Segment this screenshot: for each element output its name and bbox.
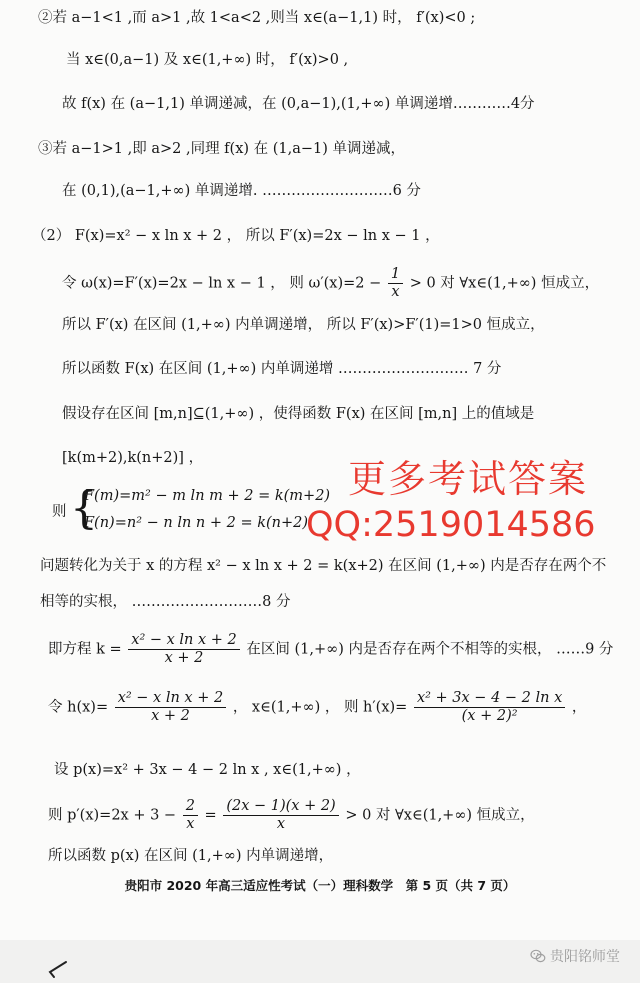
account-tag: [530, 946, 620, 966]
h-line: [48, 690, 586, 725]
wechat-icon: [530, 948, 546, 964]
numerator: 1: [388, 266, 403, 284]
fraction: [115, 690, 227, 725]
denominator: x + 2: [151, 708, 190, 724]
fraction: [388, 266, 403, 301]
text-line: 假设存在区间 [m,n]⊆(1,+∞) ，使得函数 F(x) 在区间 [m,n] 上的值域是: [62, 406, 535, 422]
text-line: 在 (0,1),(a−1,+∞) 单调递增. ………………………6 分: [62, 183, 421, 199]
brace: {: [70, 483, 98, 534]
system-prefix: 则: [52, 504, 67, 520]
text-line: 设 p(x)=x² + 3x − 4 − 2 ln x , x∈(1,+∞) ，: [54, 762, 361, 778]
k-line: [48, 632, 613, 667]
denominator: (x + 2)²: [461, 708, 518, 724]
pen-stroke-icon: [46, 960, 70, 980]
text-line: ②若 a−1<1 ,而 a>1 ,故 1<a<2 ,则当 x∈(a−1,1) 时， f′(x)<0 ;: [38, 10, 476, 26]
denominator: x: [276, 816, 286, 832]
p-after: > 0 对 ∀x∈(1,+∞) 恒成立，: [345, 807, 535, 824]
k-before: 即方程 k =: [48, 641, 122, 658]
h-mid: ， x∈(1,+∞) ， 则 h′(x)=: [232, 699, 408, 716]
fraction: [414, 690, 565, 725]
h-after: ，: [571, 699, 587, 716]
numerator: x² + 3x − 4 − 2 ln x: [414, 690, 565, 708]
fraction: [128, 632, 240, 667]
fraction: [183, 798, 198, 833]
text-line: 问题转化为关于 x 的方程 x² − x ln x + 2 = k(x+2) 在区间 (1,+∞) 内是否存在两个不: [40, 558, 607, 574]
denominator: x: [186, 816, 195, 832]
page-footer: 贵阳市 2020 年高三适应性考试（一）理科数学 第 5 页（共 7 页）: [124, 878, 516, 893]
h-before: 令 h(x)=: [48, 699, 109, 716]
watermark-qq: QQ:2519014586: [306, 505, 596, 545]
numerator: 2: [183, 798, 198, 816]
numerator: x² − x ln x + 2: [115, 690, 227, 708]
text-line: 相等的实根， ………………………8 分: [40, 594, 291, 610]
system-row-1: F(m)=m² − m ln m + 2 = k(m+2): [84, 488, 331, 504]
denominator: x: [391, 284, 400, 300]
account-name: 贵阳铭师堂: [550, 949, 620, 965]
denominator: x + 2: [164, 650, 204, 666]
text-line: 当 x∈(0,a−1) 及 x∈(1,+∞) 时， f′(x)>0 ,: [66, 52, 349, 68]
text-line: [k(m+2),k(n+2)] ，: [62, 450, 204, 466]
omega-before: 令 ω(x)=F′(x)=2x − ln x − 1 ， 则 ω′(x)=2 −: [62, 275, 382, 292]
text-line: ③若 a−1>1 ,即 a>2 ,同理 f(x) 在 (1,a−1) 单调递减，: [38, 141, 406, 157]
numerator: (2x − 1)(x + 2): [223, 798, 338, 816]
omega-line: [62, 266, 599, 301]
p-before: 则 p′(x)=2x + 3 −: [48, 807, 177, 824]
text-line: 故 f(x) 在 (a−1,1) 单调递减，在 (0,a−1),(1,+∞) 单调递增…………4分: [62, 96, 535, 112]
k-after: 在区间 (1,+∞) 内是否存在两个不相等的实根， ……9 分: [246, 641, 614, 658]
watermark-title: 更多考试答案: [348, 457, 589, 501]
text-line: 所以 F′(x) 在区间 (1,+∞) 内单调递增， 所以 F′(x)>F′(1)=1>0 恒成立，: [62, 317, 545, 333]
fraction: [223, 798, 338, 833]
omega-after: > 0 对 ∀x∈(1,+∞) 恒成立，: [409, 275, 600, 292]
text-line: 所以函数 p(x) 在区间 (1,+∞) 内单调递增，: [48, 848, 334, 864]
system-row-2: F(n)=n² − n ln n + 2 = k(n+2): [84, 515, 309, 531]
text-line: 所以函数 F(x) 在区间 (1,+∞) 内单调递增 ……………………… 7 分: [62, 361, 502, 377]
text-line: （2） F(x)=x² − x ln x + 2 ， 所以 F′(x)=2x − ln x − 1 ，: [32, 228, 440, 244]
numerator: x² − x ln x + 2: [128, 632, 240, 650]
p-eq: =: [204, 807, 217, 824]
p-line: [48, 798, 535, 833]
